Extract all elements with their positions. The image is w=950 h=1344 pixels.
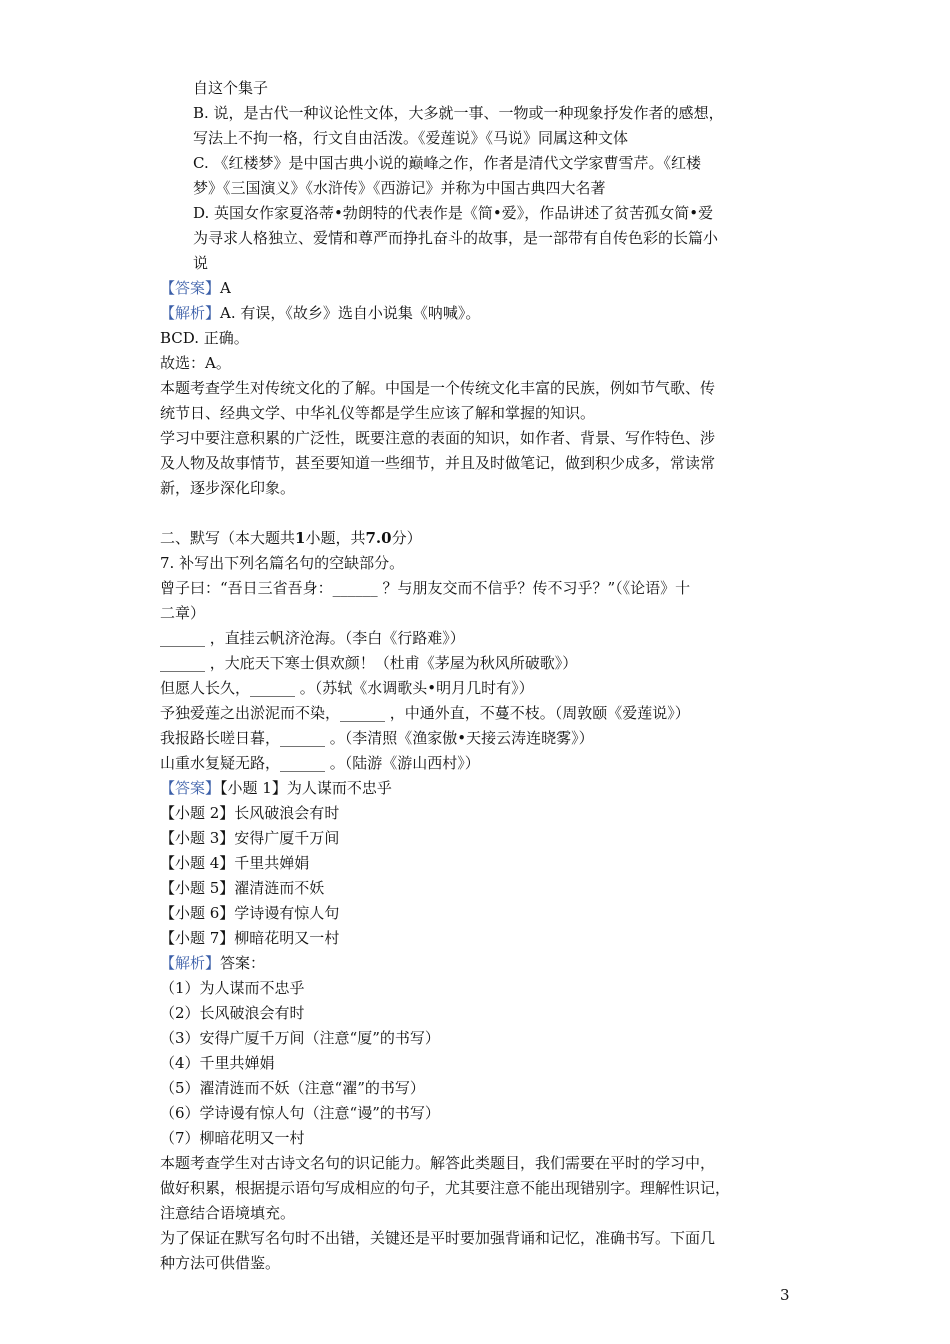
option-d-line2: 为寻求人格独立、爱情和尊严而挣扎奋斗的故事，是一部带有自传色彩的长篇小 — [193, 229, 719, 247]
option-d-line1: D. 英国女作家夏洛蒂•勃朗特的代表作是《简•爱》，作品讲述了贫苦孤女简•爱 — [193, 204, 714, 222]
q7-answer-4: 【小题 4】千里共婵娟 — [160, 854, 310, 872]
q6-para1-line1: 本题考查学生对传统文化的了解。中国是一个传统文化丰富的民族，例如节气歌、传 — [160, 379, 716, 397]
answer-tag: 【答案】 — [160, 279, 221, 297]
option-a-tail: 自这个集子 — [193, 79, 269, 97]
analysis-tag: 【解析】 — [160, 304, 221, 322]
section-heading — [160, 527, 422, 549]
q7-para2-line1: 为了保证在默写名句时不出错，关键还是平时要加强背诵和记忆，准确书写。下面几 — [160, 1229, 716, 1247]
q7-answer-6: 【小题 6】学诗谩有惊人句 — [160, 904, 340, 922]
heading-pre: 二、默写（本大题共 — [160, 529, 296, 547]
q7-answer-3: 【小题 3】安得广厦千万间 — [160, 829, 340, 847]
heading-post: 分） — [391, 529, 422, 547]
heading-mid: 小题，共 — [305, 529, 366, 547]
q7-exp-7: （7）柳暗花明又一村 — [160, 1129, 305, 1147]
q6-choose: 故选：A。 — [160, 354, 231, 372]
option-d-line3: 说 — [193, 254, 209, 272]
answer-item: 【小题 1】为人谋而不忠乎 — [220, 779, 392, 797]
answer-tag: 【答案】 — [160, 779, 221, 797]
option-c-line1: C. 《红楼梦》是中国古典小说的巅峰之作，作者是清代文学家曹雪芹。《红楼 — [193, 154, 701, 172]
q7-para1-line3: 注意结合语境填充。 — [160, 1204, 296, 1222]
q7-para1-line2: 做好积累，根据提示语句写成相应的句子，尤其要注意不能出现错别字。理解性识记， — [160, 1179, 731, 1197]
analysis-text: A. 有误，《故乡》选自小说集《呐喊》。 — [220, 304, 481, 322]
q7-para1-line1: 本题考查学生对古诗文名句的识记能力。解答此类题目，我们需要在平时的学习中， — [160, 1154, 716, 1172]
q7-answer-1 — [160, 777, 392, 799]
q7-s4: 但愿人长久，______ 。（苏轼《水调歌头•明月几时有》） — [160, 679, 534, 697]
page-number: 3 — [780, 1286, 790, 1304]
q7-exp-5: （5）濯清涟而不妖（注意“濯”的书写） — [160, 1079, 425, 1097]
option-c-line2: 梦》《三国演义》《水浒传》《西游记》并称为中国古典四大名著 — [193, 179, 606, 197]
q7-analysis — [160, 952, 265, 974]
option-b-line1: B. 说，是古代一种议论性文体，大多就一事、一物或一种现象抒发作者的感想， — [193, 104, 724, 122]
heading-score: 7.0 — [365, 529, 392, 547]
q7-s7: 山重水复疑无路，______ 。（陆游《游山西村》） — [160, 754, 480, 772]
q7-exp-3: （3）安得广厦千万间（注意“厦”的书写） — [160, 1029, 440, 1047]
q7-exp-2: （2）长风破浪会有时 — [160, 1004, 305, 1022]
q6-para2-line3: 新，逐步深化印象。 — [160, 479, 296, 497]
q7-exp-6: （6）学诗谩有惊人句（注意“谩”的书写） — [160, 1104, 440, 1122]
q7-s5: 予独爱莲之出淤泥而不染，______ ，中通外直，不蔓不枝。（周敦颐《爱莲说》） — [160, 704, 690, 722]
answer-text: A — [220, 279, 231, 297]
q7-s1-line1: 曾子曰：“吾日三省吾身：______ ？与朋友交而不信乎？传不习乎？”（《论语》十 — [160, 579, 691, 597]
q7-exp-1: （1）为人谋而不忠乎 — [160, 979, 305, 997]
q7-exp-4: （4）千里共婵娟 — [160, 1054, 275, 1072]
option-b-line2: 写法上不拘一格，行文自由活泼。《爱莲说》《马说》同属这种文体 — [193, 129, 629, 147]
q7-para2-line2: 种方法可供借鉴。 — [160, 1254, 281, 1272]
q6-analysis — [160, 302, 480, 324]
analysis-tag: 【解析】 — [160, 954, 221, 972]
heading-count: 1 — [295, 529, 306, 547]
q6-answer — [160, 277, 231, 299]
analysis-intro: 答案： — [220, 954, 266, 972]
q7-s1-line2: 二章） — [160, 604, 206, 622]
q6-para2-line1: 学习中要注意积累的广泛性，既要注意的表面的知识，如作者、背景、写作特色、涉 — [160, 429, 716, 447]
q7-answer-7: 【小题 7】柳暗花明又一村 — [160, 929, 340, 947]
q7-s6: 我报路长嗟日暮，______ 。（李清照《渔家傲•天接云涛连晓雾》） — [160, 729, 594, 747]
q7-stem: 7. 补写出下列名篇名句的空缺部分。 — [160, 554, 405, 572]
q7-s2: ______ ，直挂云帆济沧海。（李白《行路难》） — [160, 629, 465, 647]
q6-para2-line2: 及人物及故事情节，甚至要知道一些细节，并且及时做笔记，做到积少成多，常读常 — [160, 454, 716, 472]
q7-s3: ______ ，大庇天下寒士俱欢颜！（杜甫《茅屋为秋风所破歌》） — [160, 654, 578, 672]
q6-para1-line2: 统节日、经典文学、中华礼仪等都是学生应该了解和掌握的知识。 — [160, 404, 596, 422]
q7-answer-2: 【小题 2】长风破浪会有时 — [160, 804, 340, 822]
q6-bcd: BCD. 正确。 — [160, 329, 249, 347]
q7-answer-5: 【小题 5】濯清涟而不妖 — [160, 879, 325, 897]
